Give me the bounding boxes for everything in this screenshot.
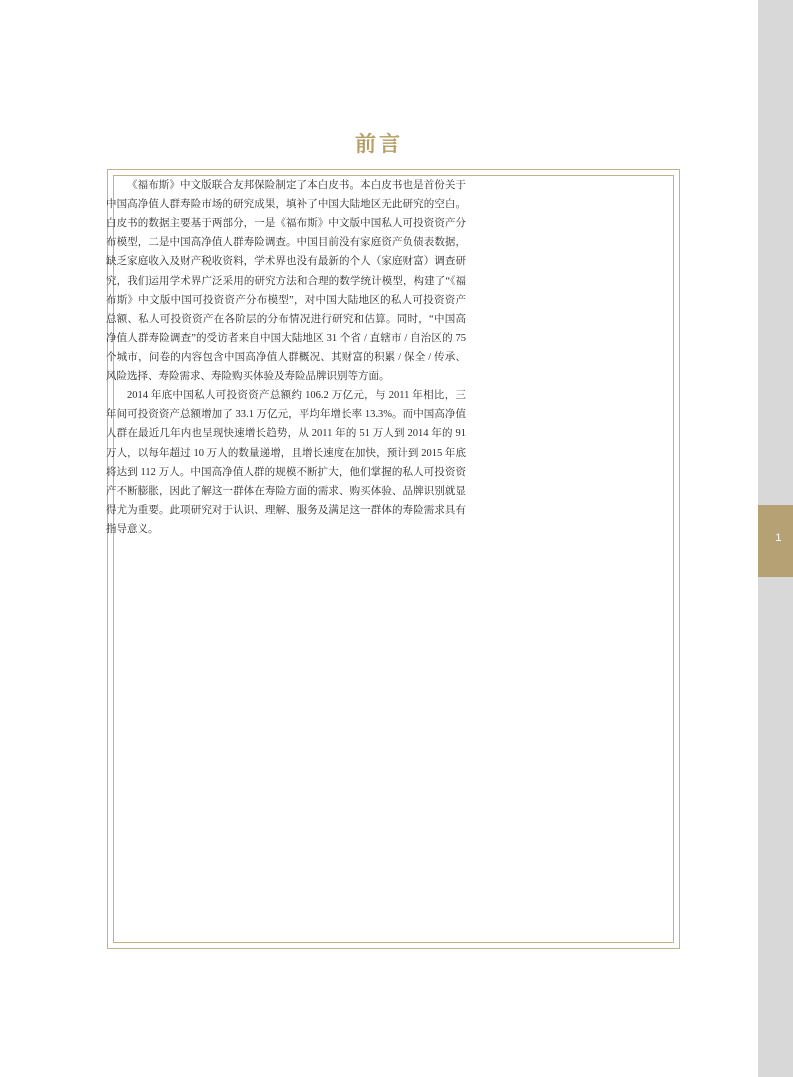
paragraph-1: 《福布斯》中文版联合友邦保险制定了本白皮书。本白皮书也是首份关于中国高净值人群寿险市场的研究成果，填补了中国大陆地区无此研究的空白。白皮书的数据主要基于两部分，一是《福布斯》中文版中国私人可投资资产分布模型，二是中国高净值人群寿险调查。中国目前没有家庭资产负债表数据，缺乏家庭收入及财产税收资料，学术界也没有最新的个人（家庭财富）调查研究，我们运用学术界广泛采用的研究方法和合理的数学统计模型，构建了“《福布斯》中文版中国可投资资产分布模型”，对中国大陆地区的私人可投资资产总额、私人可投资资产在各阶层的分布情况进行研究和估算。同时，“中国高净值人群寿险调查”的受访者来自中国大陆地区 31 个省 / 直辖市 / 自治区的 75 个城市，问卷的内容包含中国高净值人群概况、其财富的积累 / 保全 / 传承、风险选择、寿险需求、寿险购买体验及寿险品牌识别等方面。 (106, 180, 466, 383)
page-title: 前言 (355, 132, 403, 156)
page-number: 1 (775, 532, 782, 544)
paragraph-2: 2014 年底中国私人可投资资产总额约 106.2 万亿元，与 2011 年相比，三年间可投资资产总额增加了 33.1 万亿元，平均年增长率 13.3%。而中国高净值人群在最近几年内也呈现快速增长趋势，从 2011 年的 51 万人到 2014 年的 91 万人，以每年超过 10 万人的数量递增，且增长速度在加快，预计到 2015 年底将达到 112 万人。中国高净值人群的规模不断扩大，他们掌握的私人可投资资产不断膨胀，因此了解这一群体在寿险方面的需求、购买体验、品牌识别就显得尤为重要。此项研究对于认识、理解、服务及满足这一群体的寿险需求具有指导意义。 (106, 390, 466, 535)
body-text (106, 176, 466, 539)
